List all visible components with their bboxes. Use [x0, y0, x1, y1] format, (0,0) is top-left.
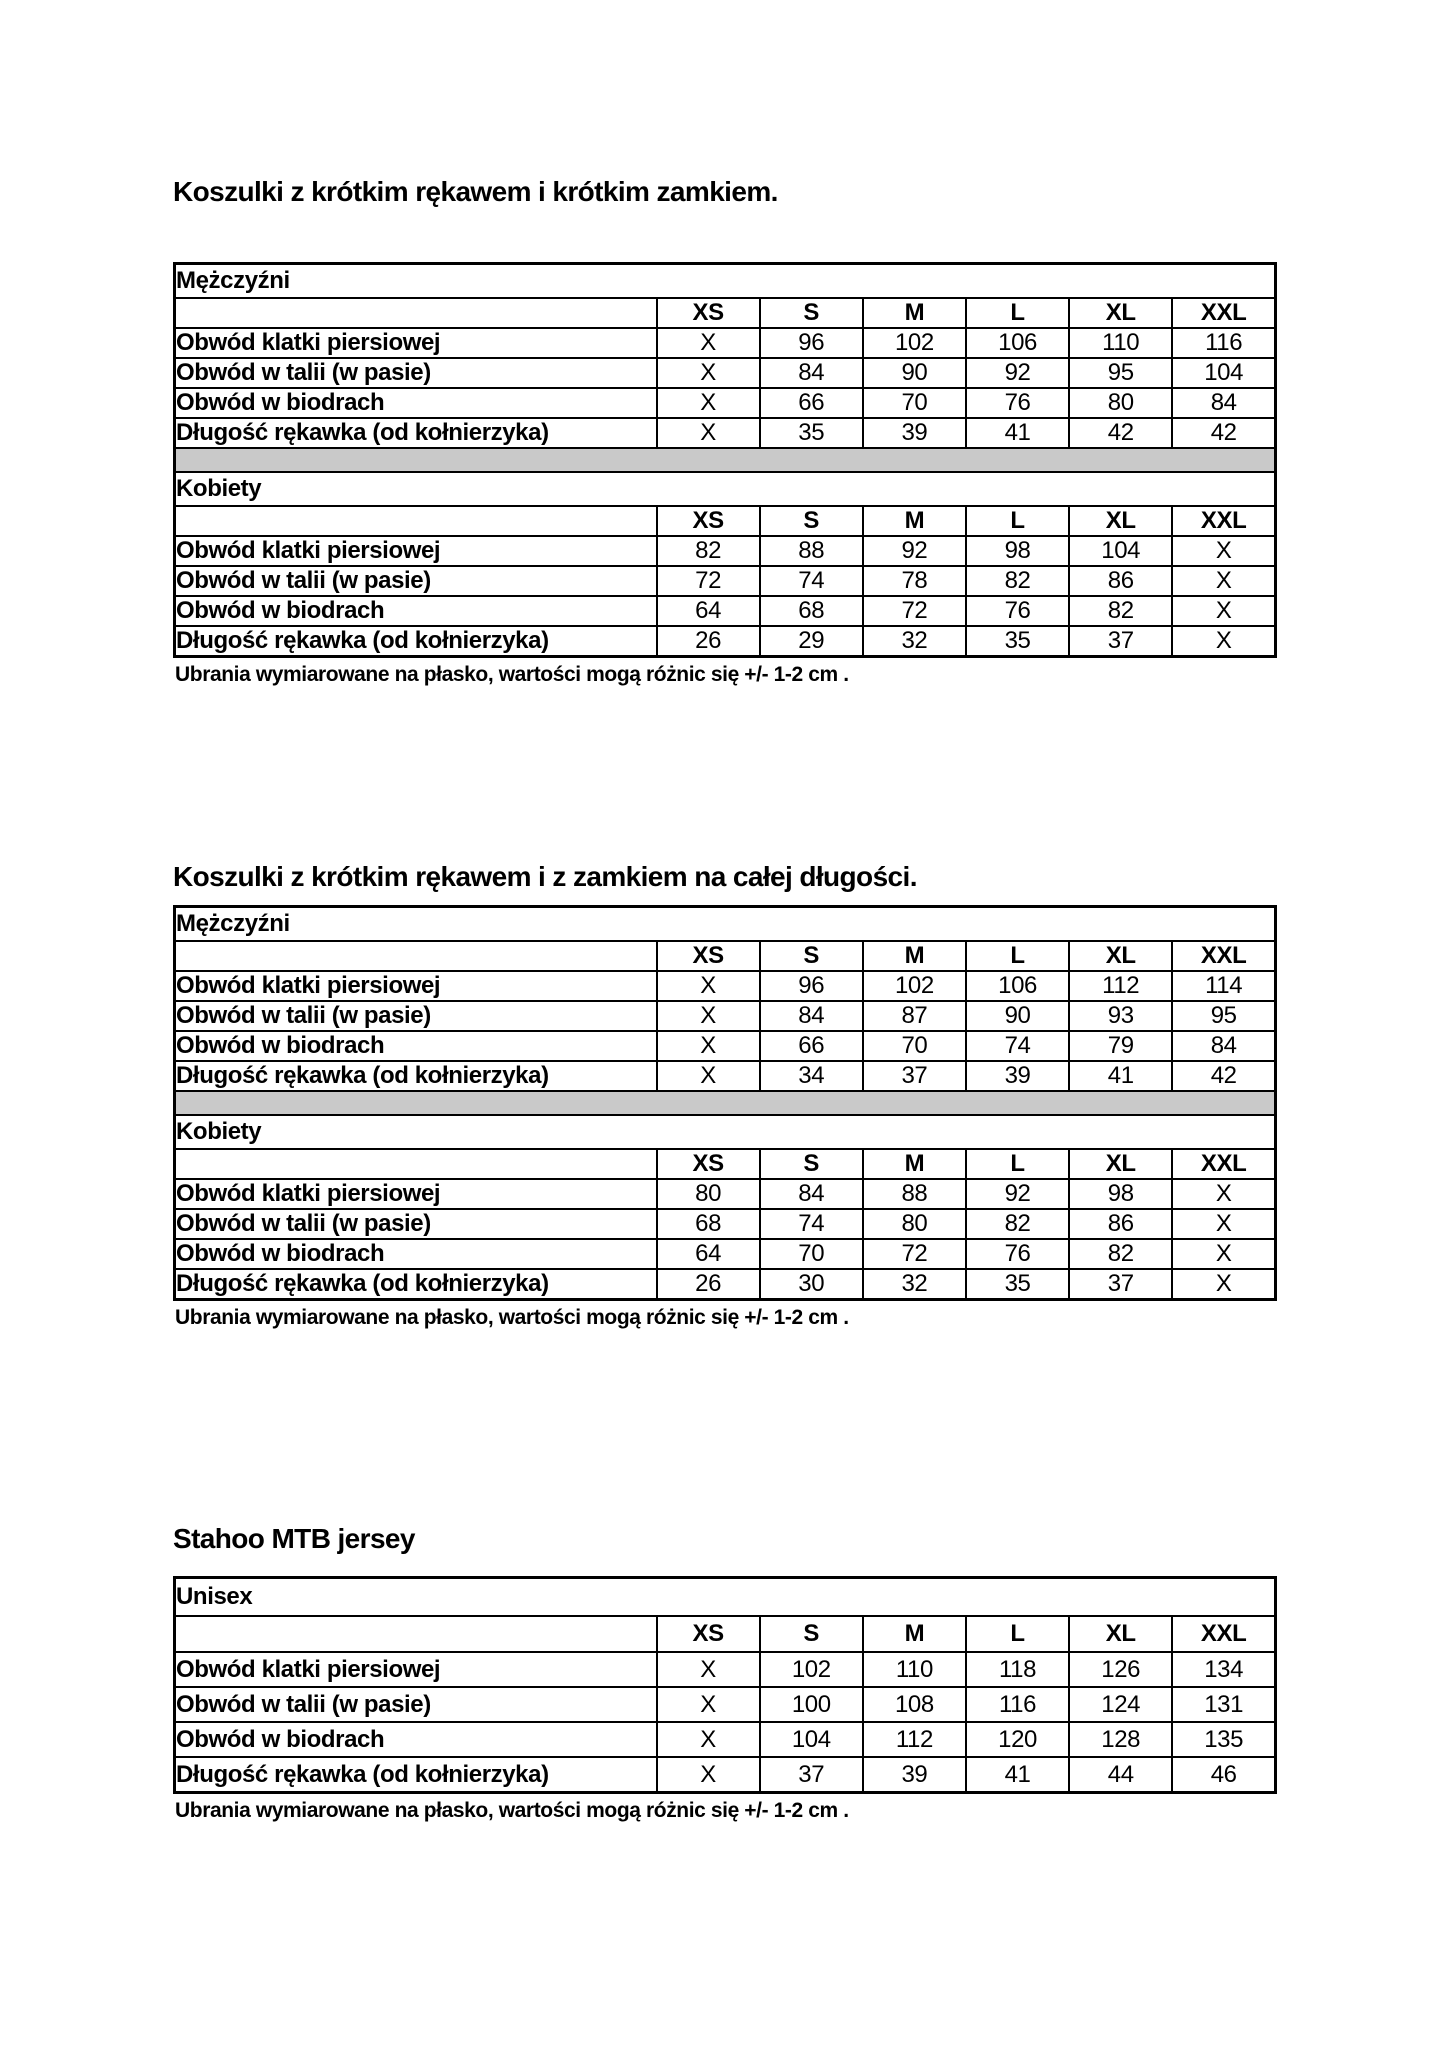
- size-value-cell: X: [657, 418, 760, 448]
- measurement-label: Długość rękawka (od kołnierzyka): [175, 1269, 657, 1300]
- size-header-cell: XL: [1069, 506, 1172, 536]
- size-value-cell: 35: [966, 1269, 1069, 1300]
- size-value-cell: 39: [863, 418, 966, 448]
- size-value-cell: 30: [760, 1269, 863, 1300]
- size-value-cell: X: [657, 1687, 760, 1722]
- group-title: Kobiety: [175, 472, 1276, 506]
- size-value-cell: 110: [1069, 328, 1172, 358]
- size-value-cell: 88: [863, 1179, 966, 1209]
- size-value-cell: 41: [966, 1757, 1069, 1793]
- size-value-cell: 90: [863, 358, 966, 388]
- size-value-cell: X: [657, 388, 760, 418]
- size-header-cell: L: [966, 506, 1069, 536]
- size-header-row: [175, 941, 1276, 971]
- measurement-label: Obwód w biodrach: [175, 1031, 657, 1061]
- size-value-cell: 32: [863, 1269, 966, 1300]
- size-value-cell: 84: [760, 358, 863, 388]
- size-header-spacer: [175, 298, 657, 328]
- section-short-zip: [173, 176, 1277, 687]
- measurement-label: Długość rękawka (od kołnierzyka): [175, 1061, 657, 1091]
- measurement-row: [175, 388, 1276, 418]
- size-value-cell: 120: [966, 1722, 1069, 1757]
- size-value-cell: X: [657, 1061, 760, 1091]
- size-header-cell: M: [863, 298, 966, 328]
- measurement-row: [175, 971, 1276, 1001]
- size-value-cell: 35: [760, 418, 863, 448]
- size-value-cell: 104: [1069, 536, 1172, 566]
- size-value-cell: 98: [1069, 1179, 1172, 1209]
- note-text: Ubrania wymiarowane na płasko, wartości mogą różnic się +/- 1-2 cm .: [175, 663, 849, 686]
- size-value-cell: 70: [760, 1239, 863, 1269]
- size-value-cell: 96: [760, 328, 863, 358]
- size-table: [173, 1576, 1277, 1794]
- section-title: Koszulki z krótkim rękawem i krótkim zamkiem.: [173, 176, 778, 207]
- measurement-label: Długość rękawka (od kołnierzyka): [175, 1757, 657, 1793]
- size-value-cell: 112: [863, 1722, 966, 1757]
- measurement-row: [175, 596, 1276, 626]
- size-value-cell: X: [1172, 536, 1275, 566]
- size-value-cell: 72: [863, 596, 966, 626]
- size-header-cell: XL: [1069, 1616, 1172, 1652]
- separator-row: [175, 1091, 1276, 1115]
- size-value-cell: 128: [1069, 1722, 1172, 1757]
- measurement-label: Obwód w talii (w pasie): [175, 358, 657, 388]
- size-value-cell: 37: [1069, 626, 1172, 657]
- measurement-row: [175, 1722, 1276, 1757]
- size-value-cell: 126: [1069, 1652, 1172, 1687]
- size-value-cell: 95: [1172, 1001, 1275, 1031]
- size-value-cell: 42: [1069, 418, 1172, 448]
- measurement-label: Obwód w biodrach: [175, 1239, 657, 1269]
- size-value-cell: 84: [1172, 1031, 1275, 1061]
- group-header-row: [175, 472, 1276, 506]
- measurement-label: Długość rękawka (od kołnierzyka): [175, 418, 657, 448]
- size-value-cell: 82: [966, 1209, 1069, 1239]
- size-value-cell: 92: [863, 536, 966, 566]
- measurement-label: Obwód klatki piersiowej: [175, 328, 657, 358]
- size-value-cell: 112: [1069, 971, 1172, 1001]
- group-header-row: [175, 907, 1276, 942]
- size-value-cell: 26: [657, 1269, 760, 1300]
- section-title: Stahoo MTB jersey: [173, 1523, 415, 1554]
- size-header-cell: XS: [657, 298, 760, 328]
- size-value-cell: 74: [760, 1209, 863, 1239]
- size-value-cell: 98: [966, 536, 1069, 566]
- size-value-cell: 135: [1172, 1722, 1275, 1757]
- size-value-cell: 86: [1069, 1209, 1172, 1239]
- measurement-label: Obwód w talii (w pasie): [175, 1209, 657, 1239]
- size-header-cell: L: [966, 941, 1069, 971]
- section-full-zip: [173, 861, 1277, 1330]
- size-header-row: [175, 506, 1276, 536]
- measurement-row: [175, 1239, 1276, 1269]
- size-header-cell: XS: [657, 1616, 760, 1652]
- size-table: [173, 262, 1277, 658]
- size-value-cell: 100: [760, 1687, 863, 1722]
- size-value-cell: 70: [863, 388, 966, 418]
- measurement-label: Długość rękawka (od kołnierzyka): [175, 626, 657, 657]
- size-header-cell: M: [863, 1616, 966, 1652]
- size-header-row: [175, 1149, 1276, 1179]
- size-value-cell: 95: [1069, 358, 1172, 388]
- size-table: [173, 905, 1277, 1301]
- size-value-cell: 92: [966, 358, 1069, 388]
- size-header-cell: S: [760, 1616, 863, 1652]
- measurement-label: Obwód w talii (w pasie): [175, 1687, 657, 1722]
- size-value-cell: 84: [1172, 388, 1275, 418]
- size-value-cell: 72: [657, 566, 760, 596]
- size-table-body: [175, 264, 1276, 657]
- size-value-cell: 102: [863, 971, 966, 1001]
- size-value-cell: 42: [1172, 418, 1275, 448]
- note-text: Ubrania wymiarowane na płasko, wartości mogą różnic się +/- 1-2 cm .: [175, 1799, 849, 1822]
- size-value-cell: X: [657, 1722, 760, 1757]
- size-value-cell: 37: [1069, 1269, 1172, 1300]
- size-value-cell: 102: [863, 328, 966, 358]
- measurement-row: [175, 566, 1276, 596]
- measurement-label: Obwód w biodrach: [175, 1722, 657, 1757]
- size-value-cell: 82: [1069, 1239, 1172, 1269]
- separator-row: [175, 448, 1276, 472]
- size-value-cell: 80: [863, 1209, 966, 1239]
- size-value-cell: X: [1172, 1209, 1275, 1239]
- size-value-cell: 116: [1172, 328, 1275, 358]
- group-title: Mężczyźni: [175, 907, 1276, 942]
- size-value-cell: 41: [1069, 1061, 1172, 1091]
- size-value-cell: 39: [966, 1061, 1069, 1091]
- size-value-cell: 44: [1069, 1757, 1172, 1793]
- size-header-cell: S: [760, 1149, 863, 1179]
- size-value-cell: 37: [863, 1061, 966, 1091]
- measurement-label: Obwód klatki piersiowej: [175, 1179, 657, 1209]
- size-header-cell: XL: [1069, 298, 1172, 328]
- measurement-row: [175, 1687, 1276, 1722]
- size-value-cell: 104: [1172, 358, 1275, 388]
- separator-band: [175, 1091, 1276, 1115]
- size-value-cell: 76: [966, 388, 1069, 418]
- size-value-cell: 80: [657, 1179, 760, 1209]
- size-value-cell: 96: [760, 971, 863, 1001]
- size-header-cell: XXL: [1172, 298, 1275, 328]
- size-value-cell: 41: [966, 418, 1069, 448]
- size-header-spacer: [175, 1149, 657, 1179]
- measurement-label: Obwód w talii (w pasie): [175, 1001, 657, 1031]
- measurement-row: [175, 1209, 1276, 1239]
- size-value-cell: 29: [760, 626, 863, 657]
- size-value-cell: 104: [760, 1722, 863, 1757]
- size-value-cell: X: [1172, 626, 1275, 657]
- size-header-spacer: [175, 941, 657, 971]
- size-value-cell: 88: [760, 536, 863, 566]
- measurement-label: Obwód klatki piersiowej: [175, 1652, 657, 1687]
- size-header-cell: L: [966, 1616, 1069, 1652]
- measurement-row: [175, 626, 1276, 657]
- size-header-cell: XXL: [1172, 941, 1275, 971]
- size-value-cell: 131: [1172, 1687, 1275, 1722]
- size-value-cell: 72: [863, 1239, 966, 1269]
- size-header-cell: L: [966, 1149, 1069, 1179]
- size-header-spacer: [175, 1616, 657, 1652]
- size-value-cell: X: [657, 358, 760, 388]
- size-value-cell: 118: [966, 1652, 1069, 1687]
- size-value-cell: 102: [760, 1652, 863, 1687]
- size-value-cell: 82: [657, 536, 760, 566]
- measurement-row: [175, 328, 1276, 358]
- size-value-cell: 68: [657, 1209, 760, 1239]
- size-header-cell: XXL: [1172, 1149, 1275, 1179]
- size-table-body: [175, 907, 1276, 1300]
- measurement-label: Obwód w biodrach: [175, 596, 657, 626]
- size-value-cell: X: [1172, 1239, 1275, 1269]
- group-title: Kobiety: [175, 1115, 1276, 1149]
- measurement-row: [175, 1652, 1276, 1687]
- size-value-cell: X: [1172, 1179, 1275, 1209]
- size-value-cell: X: [657, 1031, 760, 1061]
- measurement-label: Obwód klatki piersiowej: [175, 971, 657, 1001]
- size-header-cell: XL: [1069, 941, 1172, 971]
- size-header-cell: M: [863, 1149, 966, 1179]
- size-value-cell: 42: [1172, 1061, 1275, 1091]
- group-header-row: [175, 1115, 1276, 1149]
- size-value-cell: 116: [966, 1687, 1069, 1722]
- size-value-cell: 93: [1069, 1001, 1172, 1031]
- measurement-row: [175, 1001, 1276, 1031]
- group-header-row: [175, 1578, 1276, 1617]
- size-value-cell: X: [657, 1652, 760, 1687]
- size-value-cell: 110: [863, 1652, 966, 1687]
- size-value-cell: 79: [1069, 1031, 1172, 1061]
- size-header-cell: M: [863, 506, 966, 536]
- measurement-row: [175, 1031, 1276, 1061]
- group-title: Mężczyźni: [175, 264, 1276, 299]
- size-value-cell: 74: [966, 1031, 1069, 1061]
- group-title: Unisex: [175, 1578, 1276, 1617]
- size-value-cell: 76: [966, 596, 1069, 626]
- size-header-row: [175, 1616, 1276, 1652]
- measurement-row: [175, 1757, 1276, 1793]
- measurement-row: [175, 536, 1276, 566]
- size-value-cell: 106: [966, 971, 1069, 1001]
- size-value-cell: X: [657, 328, 760, 358]
- measurement-row: [175, 418, 1276, 448]
- size-header-cell: XS: [657, 941, 760, 971]
- size-value-cell: 26: [657, 626, 760, 657]
- size-header-spacer: [175, 506, 657, 536]
- size-value-cell: 124: [1069, 1687, 1172, 1722]
- size-header-row: [175, 298, 1276, 328]
- size-value-cell: 66: [760, 1031, 863, 1061]
- size-value-cell: 64: [657, 1239, 760, 1269]
- size-value-cell: 106: [966, 328, 1069, 358]
- size-value-cell: 37: [760, 1757, 863, 1793]
- size-value-cell: 39: [863, 1757, 966, 1793]
- size-value-cell: 32: [863, 626, 966, 657]
- size-value-cell: 34: [760, 1061, 863, 1091]
- size-value-cell: 87: [863, 1001, 966, 1031]
- size-value-cell: 70: [863, 1031, 966, 1061]
- size-value-cell: 92: [966, 1179, 1069, 1209]
- measurement-label: Obwód w biodrach: [175, 388, 657, 418]
- size-value-cell: X: [657, 1001, 760, 1031]
- size-value-cell: 64: [657, 596, 760, 626]
- size-value-cell: 84: [760, 1179, 863, 1209]
- size-header-cell: XXL: [1172, 506, 1275, 536]
- measurement-row: [175, 358, 1276, 388]
- size-header-cell: S: [760, 506, 863, 536]
- size-value-cell: 74: [760, 566, 863, 596]
- size-header-cell: XS: [657, 506, 760, 536]
- size-header-cell: S: [760, 298, 863, 328]
- size-value-cell: 108: [863, 1687, 966, 1722]
- measurement-label: Obwód klatki piersiowej: [175, 536, 657, 566]
- measurement-label: Obwód w talii (w pasie): [175, 566, 657, 596]
- size-value-cell: 90: [966, 1001, 1069, 1031]
- size-value-cell: 86: [1069, 566, 1172, 596]
- measurement-row: [175, 1061, 1276, 1091]
- size-value-cell: 76: [966, 1239, 1069, 1269]
- size-value-cell: X: [657, 971, 760, 1001]
- size-header-cell: XXL: [1172, 1616, 1275, 1652]
- section-stahoo-mtb: [173, 1523, 1277, 1823]
- size-value-cell: 66: [760, 388, 863, 418]
- size-value-cell: 35: [966, 626, 1069, 657]
- measurement-row: [175, 1269, 1276, 1300]
- size-value-cell: X: [1172, 566, 1275, 596]
- size-table-body: [175, 1578, 1276, 1793]
- size-value-cell: X: [657, 1757, 760, 1793]
- size-value-cell: X: [1172, 1269, 1275, 1300]
- size-value-cell: 134: [1172, 1652, 1275, 1687]
- size-header-cell: XS: [657, 1149, 760, 1179]
- size-value-cell: 46: [1172, 1757, 1275, 1793]
- size-header-cell: L: [966, 298, 1069, 328]
- size-value-cell: 114: [1172, 971, 1275, 1001]
- note-text: Ubrania wymiarowane na płasko, wartości mogą różnic się +/- 1-2 cm .: [175, 1306, 849, 1329]
- size-value-cell: 82: [966, 566, 1069, 596]
- measurement-row: [175, 1179, 1276, 1209]
- size-value-cell: 82: [1069, 596, 1172, 626]
- size-value-cell: 68: [760, 596, 863, 626]
- size-header-cell: M: [863, 941, 966, 971]
- separator-band: [175, 448, 1276, 472]
- size-value-cell: 78: [863, 566, 966, 596]
- size-header-cell: S: [760, 941, 863, 971]
- size-value-cell: 80: [1069, 388, 1172, 418]
- section-title: Koszulki z krótkim rękawem i z zamkiem na całej długości.: [173, 861, 917, 892]
- size-value-cell: 84: [760, 1001, 863, 1031]
- group-header-row: [175, 264, 1276, 299]
- size-header-cell: XL: [1069, 1149, 1172, 1179]
- size-value-cell: X: [1172, 596, 1275, 626]
